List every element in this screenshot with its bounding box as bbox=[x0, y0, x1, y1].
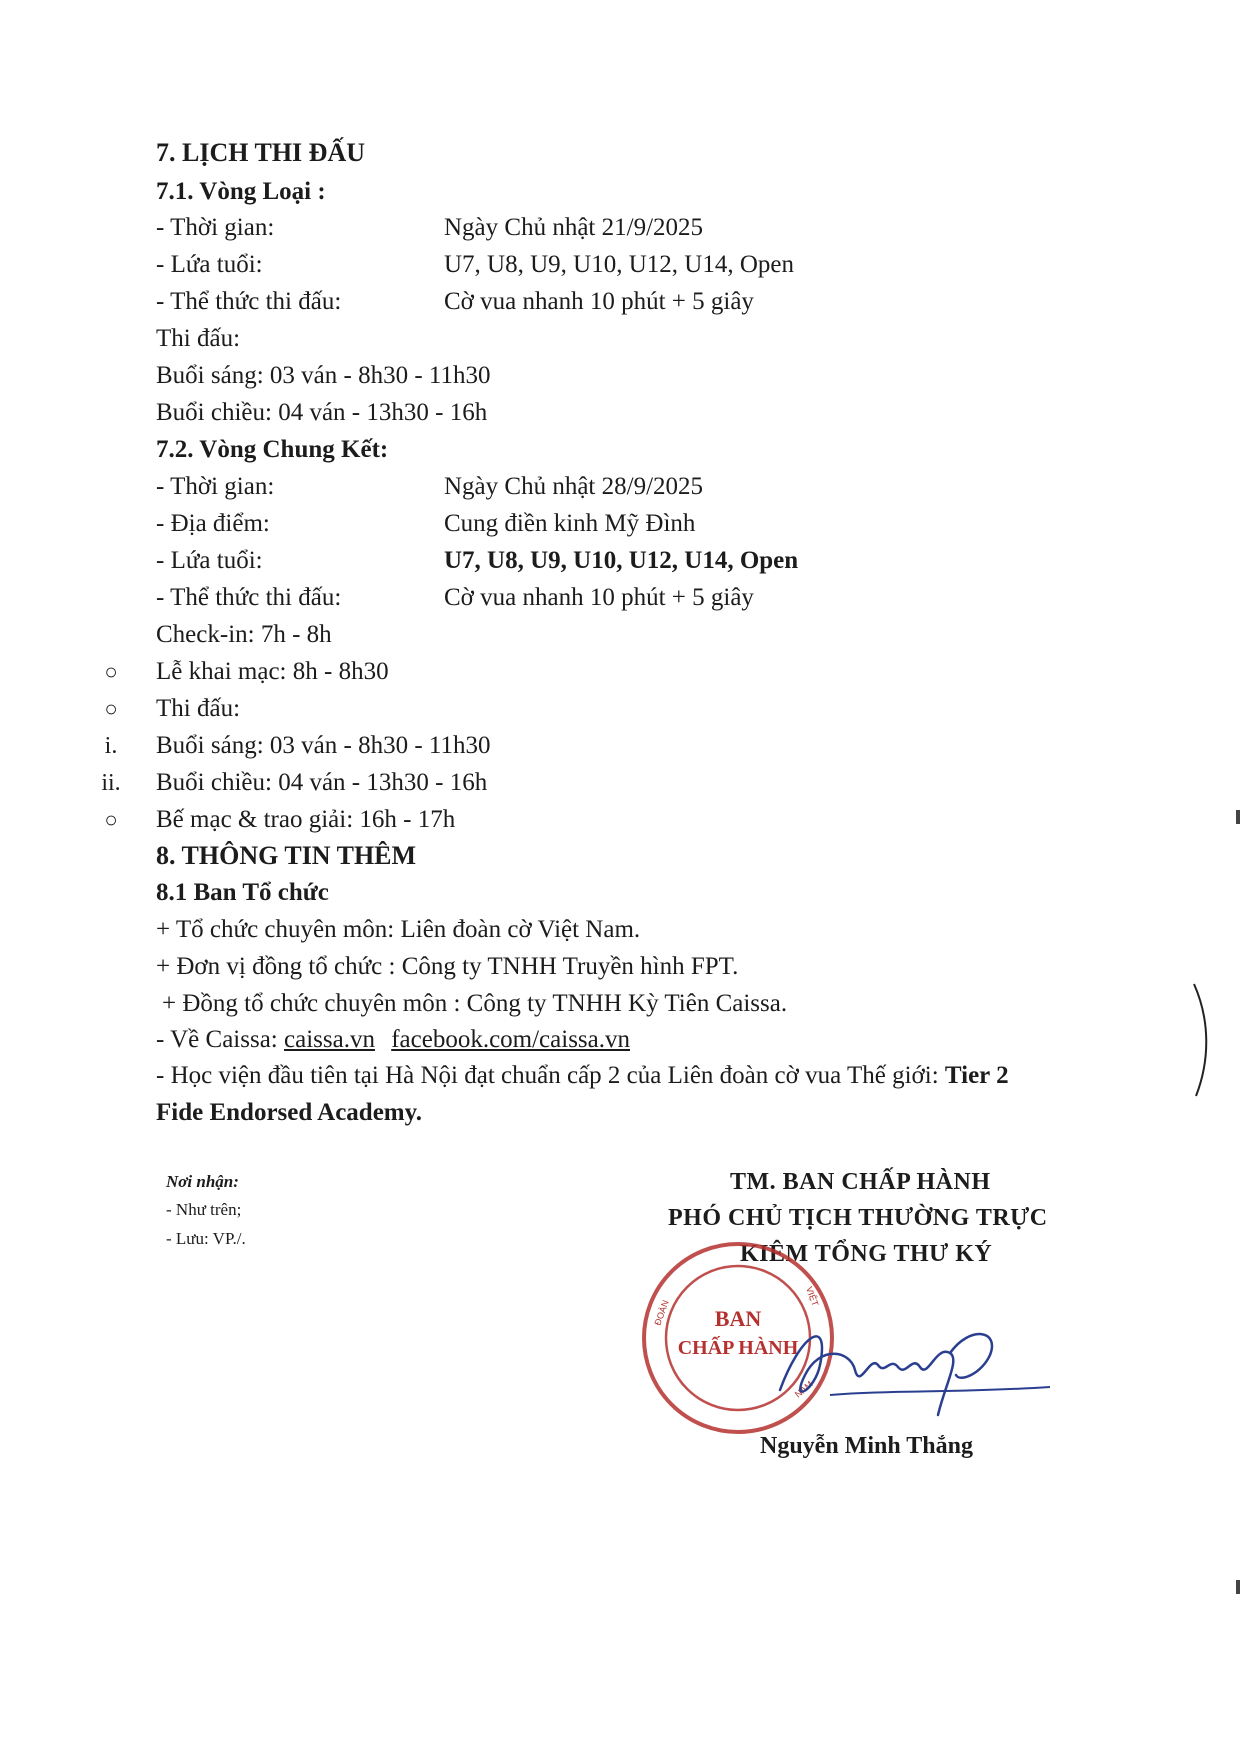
qualifying-age-label: - Lứa tuổi: bbox=[156, 251, 263, 278]
final-checkin: Check-in: 7h - 8h bbox=[156, 621, 332, 648]
final-format-label: - Thể thức thi đấu: bbox=[156, 584, 342, 611]
qualifying-afternoon: Buổi chiều: 04 ván - 13h30 - 16h bbox=[156, 399, 488, 426]
seal-text-2: CHẤP HÀNH bbox=[677, 1337, 799, 1359]
qualifying-time-label: - Thời gian: bbox=[156, 214, 275, 241]
signature-title-3: KIÊM TỔNG THƯ KÝ bbox=[740, 1241, 993, 1267]
organizer-line: + Tổ chức chuyên môn: Liên đoàn cờ Việt Nam. bbox=[156, 916, 641, 943]
final-venue-label: - Địa điểm: bbox=[156, 510, 270, 537]
academy-text: - Học viện đầu tiên tại Hà Nội đạt chuẩn cấp 2 của Liên đoàn cờ vua Thế giới: bbox=[156, 1062, 939, 1089]
svg-text:NAM: NAM bbox=[792, 1379, 815, 1400]
organizers-heading: 8.1 Ban Tổ chức bbox=[156, 879, 329, 906]
academy-line bbox=[156, 1060, 1009, 1092]
schedule-marker: ii. bbox=[101, 770, 121, 796]
final-time-value: Ngày Chủ nhật 28/9/2025 bbox=[444, 473, 704, 500]
academy-name: Fide Endorsed Academy. bbox=[156, 1099, 422, 1126]
scan-edge-mark bbox=[1190, 980, 1220, 1100]
qualifying-format-label: - Thể thức thi đấu: bbox=[156, 288, 342, 315]
signer-name: Nguyễn Minh Thắng bbox=[760, 1433, 973, 1459]
section-8-heading: 8. THÔNG TIN THÊM bbox=[156, 841, 417, 870]
signature-title-1: TM. BAN CHẤP HÀNH bbox=[730, 1169, 991, 1195]
about-caissa-line bbox=[156, 1024, 630, 1056]
qualifying-morning: Buổi sáng: 03 ván - 8h30 - 11h30 bbox=[156, 362, 491, 389]
final-heading: 7.2. Vòng Chung Kết: bbox=[156, 436, 389, 463]
schedule-marker: ○ bbox=[104, 659, 118, 684]
scan-edge-mark bbox=[1236, 1580, 1240, 1594]
seal-text-1: BAN bbox=[714, 1306, 762, 1331]
schedule-item: Buổi chiều: 04 ván - 13h30 - 16h bbox=[156, 769, 488, 796]
final-format-value: Cờ vua nhanh 10 phút + 5 giây bbox=[444, 584, 754, 611]
qualifying-age-value: U7, U8, U9, U10, U12, U14, Open bbox=[444, 251, 794, 278]
schedule-marker: ○ bbox=[104, 696, 118, 721]
qualifying-heading: 7.1. Vòng Loại : bbox=[156, 178, 326, 205]
caissa-website-link[interactable]: caissa.vn bbox=[284, 1026, 375, 1053]
schedule-item: Buổi sáng: 03 ván - 8h30 - 11h30 bbox=[156, 732, 491, 759]
final-time-label: - Thời gian: bbox=[156, 473, 275, 500]
qualifying-play-label: Thi đấu: bbox=[156, 325, 241, 352]
svg-text:ĐOÀN: ĐOÀN bbox=[652, 1298, 671, 1327]
schedule-item: Lễ khai mạc: 8h - 8h30 bbox=[156, 658, 389, 685]
final-age-label: - Lứa tuổi: bbox=[156, 547, 263, 574]
academy-tier: Tier 2 bbox=[944, 1062, 1009, 1089]
schedule-item: Bế mạc & trao giải: 16h - 17h bbox=[156, 806, 456, 833]
scan-edge-mark bbox=[1236, 810, 1240, 824]
recipient-item: - Lưu: VP./. bbox=[166, 1229, 246, 1248]
organizer-line: + Đồng tổ chức chuyên môn : Công ty TNHH Kỳ Tiên Caissa. bbox=[162, 990, 788, 1017]
svg-text:VIỆT: VIỆT bbox=[804, 1285, 821, 1308]
qualifying-time-value: Ngày Chủ nhật 21/9/2025 bbox=[444, 214, 704, 241]
about-prefix: - Về Caissa: bbox=[156, 1026, 278, 1053]
caissa-facebook-link[interactable]: facebook.com/caissa.vn bbox=[391, 1026, 630, 1053]
recipients-heading: Nơi nhận: bbox=[166, 1172, 239, 1191]
organizer-line: + Đơn vị đồng tổ chức : Công ty TNHH Truyền hình FPT. bbox=[156, 953, 739, 980]
schedule-marker: i. bbox=[104, 733, 118, 759]
schedule-marker: ○ bbox=[104, 807, 118, 832]
qualifying-format-value: Cờ vua nhanh 10 phút + 5 giây bbox=[444, 288, 754, 315]
signature-title-2: PHÓ CHỦ TỊCH THƯỜNG TRỰC bbox=[668, 1205, 1048, 1231]
handwritten-signature bbox=[760, 1295, 1060, 1425]
recipient-item: - Như trên; bbox=[166, 1200, 242, 1219]
final-age-value: U7, U8, U9, U10, U12, U14, Open bbox=[444, 547, 799, 574]
final-venue-value: Cung điền kinh Mỹ Đình bbox=[444, 510, 696, 537]
section-7-heading: 7. LỊCH THI ĐẤU bbox=[156, 138, 366, 167]
schedule-item: Thi đấu: bbox=[156, 695, 241, 722]
